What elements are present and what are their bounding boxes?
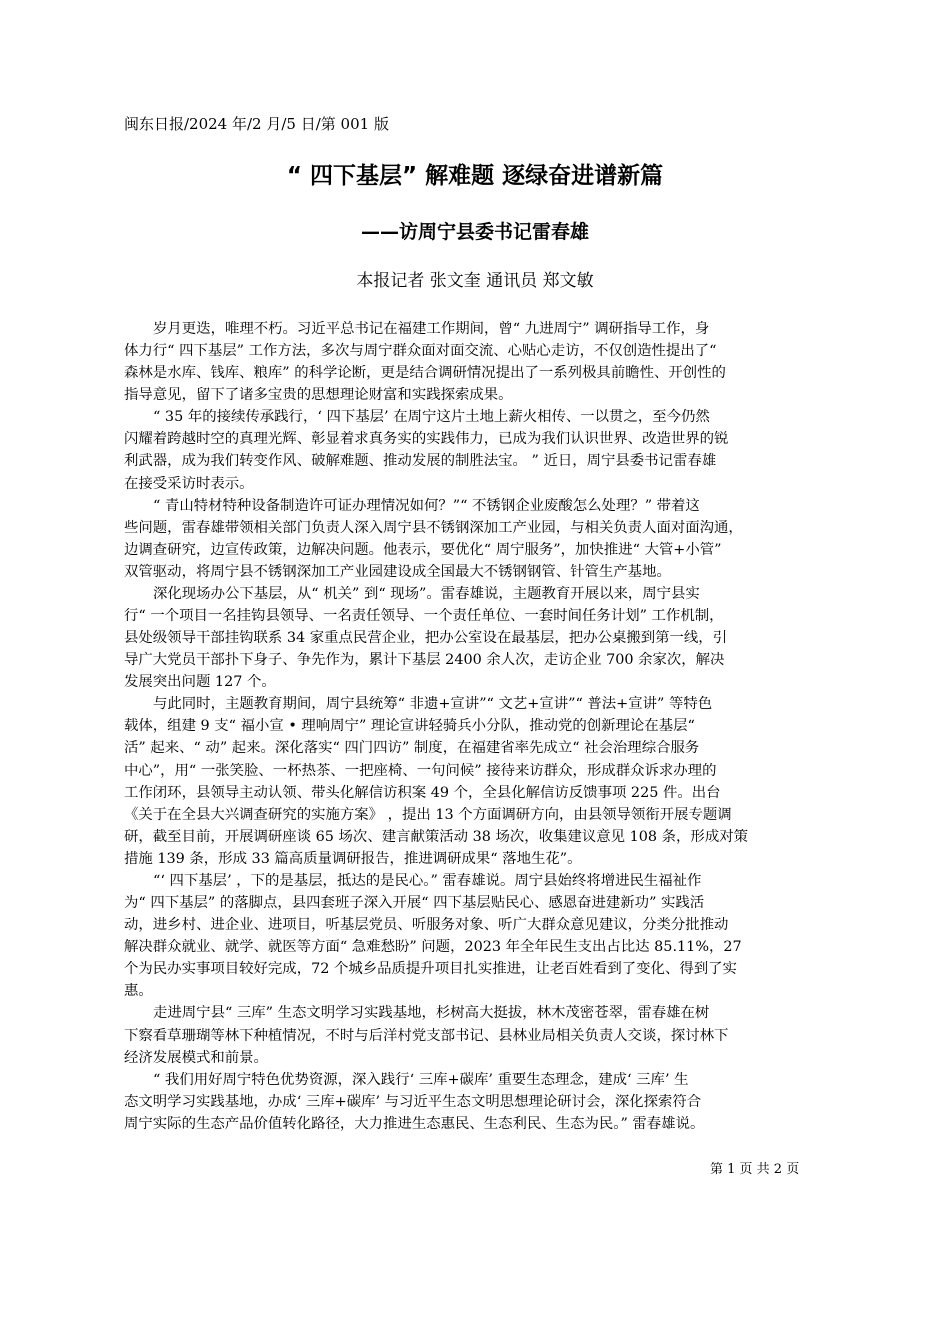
body-line: 周宁实际的生态产品价值转化路径，大力推进生态惠民、生态利民、生态为民。” 雷春雄说。: [124, 1115, 705, 1132]
body-line: 惠。: [124, 983, 153, 1000]
article-body: [124, 318, 830, 1135]
body-line: 《关于在全县大兴调查研究的实施方案》 ，提出 13 个方面调研方向，由县领导领衔开展专题调: [124, 806, 732, 823]
body-line: 下察看草珊瑚等林下种植情况，不时与后洋村党支部书记、县林业局相关负责人交谈，探讨林下: [124, 1027, 729, 1044]
body-line: 载体，组建 9 支“ 福小宣 • 理响周宁” 理论宣讲轻骑兵小分队，推动党的创新理论在基层“: [124, 718, 695, 735]
body-line: 指导意见，留下了诸多宝贵的思想理论财富和实践探索成果。: [124, 387, 513, 404]
body-line: 发展突出问题 127 个。: [124, 674, 276, 691]
body-line: 闪耀着跨越时空的真理光辉、彰显着求真务实的实践伟力，已成为我们认识世界、改造世界的锐: [124, 431, 729, 448]
body-line: 些问题，雷春雄带领相关部门负责人深入周宁县不锈钢深加工产业园，与相关负责人面对面沟通，: [124, 519, 743, 536]
newspaper-source: 闽东日报/2024 年/2 月/5 日/第 001 版: [124, 115, 389, 133]
body-line: 措施 139 条，形成 33 篇高质量调研报告，推进调研成果“ 落地生花”。: [124, 850, 582, 867]
page-number: 第 1 页 共 2 页: [710, 1162, 800, 1177]
body-line: 动，进乡村、进企业、进项目，听基层党员、听服务对象、听广大群众意见建议，分类分批推动: [124, 917, 729, 934]
body-line: 中心”，用“ 一张笑脸、一杯热茶、一把座椅、一句问候” 接待来访群众，形成群众诉求办理的: [124, 762, 717, 779]
body-line: 双管驱动，将周宁县不锈钢深加工产业园建设成全国最大不锈钢钢管、针管生产基地。: [124, 563, 671, 580]
body-line: 体力行“ 四下基层” 工作方法，多次与周宁群众面对面交流、心贴心走访，不仅创造性提出了“: [124, 343, 717, 360]
body-line: 深化现场办公下基层，从“ 机关” 到“ 现场”。雷春雄说，主题教育开展以来，周宁县实: [153, 585, 700, 602]
body-line: 态文明学习实践基地，办成‘ 三库+碳库’ 与习近平生态文明思想理论研讨会，深化探索符合: [124, 1093, 702, 1110]
body-line: “ 35 年的接续传承践行，‘ 四下基层’ 在周宁这片土地上薪火相传、一以贯之，至今仍然: [153, 409, 710, 426]
body-line: 研，截至目前，开展调研座谈 65 场次、建言献策活动 38 场次，收集建议意见 108 条，形成对策: [124, 828, 748, 845]
body-line: 边调查研究，边宣传政策，边解决问题。他表示，要优化“ 周宁服务”，加快推进“ 大管+小管”: [124, 541, 722, 558]
body-line: 为“ 四下基层” 的落脚点，县四套班子深入开展“ 四下基层贴民心、感恩奋进建新功” 实践活: [124, 895, 705, 912]
body-line: “‘ 四下基层’ ，下的是基层，抵达的是民心。” 雷春雄说。周宁县始终将增进民生福祉作: [153, 872, 702, 889]
body-line: 在接受采访时表示。: [124, 475, 254, 492]
body-line: 经济发展模式和前景。: [124, 1049, 268, 1066]
body-line: 解决群众就业、就学、就医等方面“ 急难愁盼” 问题，2023 年全年民生支出占比达 85.11%，27: [124, 939, 742, 956]
body-line: 导广大党员干部扑下身子、争先作为，累计下基层 2400 余人次，走访企业 700 余家次，解决: [124, 652, 725, 669]
body-line: “ 青山特材特种设备制造许可证办理情况如何？”“ 不锈钢企业废酸怎么处理？” 带着这: [153, 497, 700, 514]
body-line: 与此同时，主题教育期间，周宁县统筹“ 非遗+宣讲”“ 文艺+宣讲”“ 普法+宣讲” 等特色: [153, 696, 713, 713]
body-line: “ 我们用好周宁特色优势资源，深入践行‘ 三库+碳库’ 重要生态理念，建成‘ 三库’ 生: [153, 1071, 689, 1088]
body-line: 岁月更迭，唯理不朽。习近平总书记在福建工作期间，曾“ 九进周宁” 调研指导工作，身: [153, 321, 710, 337]
body-line: 活” 起来、“ 动” 起来。深化落实“ 四门四访” 制度，在福建省率先成立“ 社会治理综合服务: [124, 740, 700, 757]
body-line: 个为民办实事项目较好完成，72 个城乡品质提升项目扎实推进，让老百姓看到了变化、得到了实: [124, 961, 737, 978]
body-line: 行“ 一个项目一名挂钩县领导、一名责任领导、一个责任单位、一套时间任务计划” 工作机制，: [124, 608, 724, 625]
article-subtitle: ——访周宁县委书记雷春雄: [360, 221, 589, 243]
body-line: 森林是水库、钱库、粮库” 的科学论断，更是结合调研情况提出了一系列极具前瞻性、开创性的: [124, 365, 726, 382]
body-line: 走进周宁县“ 三库” 生态文明学习实践基地，杉树高大挺拔，林木茂密苍翠，雷春雄在树: [153, 1005, 710, 1022]
body-line: 利武器，成为我们转变作风、破解难题、推动发展的制胜法宝。 ” 近日，周宁县委书记雷春雄: [124, 453, 717, 470]
article-title: “ 四下基层” 解难题 逐绿奋进谱新篇: [286, 163, 664, 189]
body-line: 县处级领导干部挂钩联系 34 家重点民营企业，把办公室设在最基层，把办公桌搬到第一线，引: [124, 630, 728, 647]
body-line: 工作闭环，县领导主动认领、带头化解信访积案 49 个，全县化解信访反馈事项 225 件。出台: [124, 784, 721, 801]
article-byline: 本报记者 张文奎 通讯员 郑文敏: [356, 271, 594, 291]
